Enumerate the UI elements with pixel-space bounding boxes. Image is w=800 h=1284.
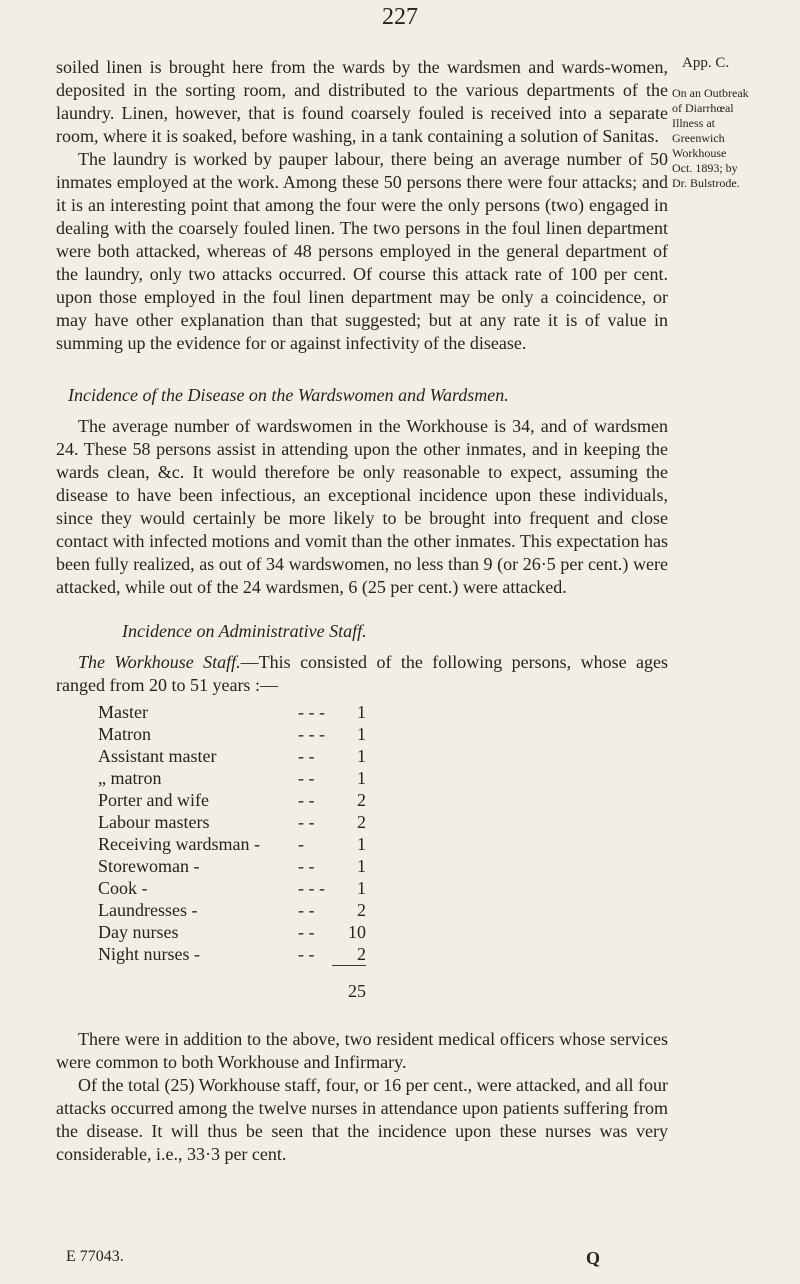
leader-dashes: - - - (298, 724, 325, 744)
staff-role: Labour masters (98, 812, 210, 832)
section-heading-wardswomen: Incidence of the Disease on the Wardswomen and Wardsmen. (68, 385, 509, 405)
table-row (98, 789, 366, 811)
staff-count: 1 (357, 856, 366, 876)
staff-role: Night nurses - (98, 944, 200, 965)
margin-note (672, 54, 792, 191)
leader-dashes: - - - (298, 878, 325, 898)
staff-count: 1 (357, 834, 366, 854)
leader-dashes: - - (298, 790, 315, 810)
staff-total: 25 (332, 966, 366, 1003)
leader-dashes: - - (298, 944, 315, 965)
leader-dashes: - - - (298, 702, 325, 722)
table-row (98, 767, 366, 789)
paragraph-wardswomen: The average number of wardswomen in the Workhouse is 34, and of wardsmen 24. These 58 persons assist in attending upon the other inmates, and in keeping the wards clean, &c. It would therefore be only reasonable to expect, assuming the disease to have been infectious, an exceptional incidence upon these individuals, since they would certainly be more likely to be brought into frequent and close contact with infected motions and vomit than the other inmates. This expectation has been fully realized, as out of 34 wardswomen, no less than 9 (or 26·5 per cent.) were attacked, while out of the 24 wardsmen, 6 (25 per cent.) were attacked. (56, 416, 668, 597)
margin-note-line: Illness at (672, 116, 715, 130)
table-row (98, 899, 366, 921)
margin-note-line: Dr. Bulstrode. (672, 176, 740, 190)
table-row (98, 811, 366, 833)
main-text (56, 56, 668, 1166)
staff-role: Cook - (98, 878, 148, 898)
leader-dashes: - - (298, 812, 315, 832)
staff-count: 10 (348, 922, 366, 942)
staff-role: Laundresses - (98, 900, 198, 920)
appendix-reference: App. C. (682, 55, 730, 71)
section-heading-staff: Incidence on Administrative Staff. (122, 621, 367, 641)
staff-count: 2 (357, 812, 366, 832)
table-row (98, 833, 366, 855)
margin-note-line: Workhouse (672, 146, 727, 160)
paragraph-laundry-labour: The laundry is worked by pauper labour, there being an average number of 50 inmates employed at the work. Among these 50 persons there were four attacks; and it is an interesting point that among the four were the only persons (two) engaged in dealing with the coarsely fouled linen. The two persons in the foul linen department were both attacked, whereas of 48 persons employed in the general department of the laundry, only two attacks occurred. Of course this attack rate of 100 per cent. upon those employed in the foul linen department may be only a coincidence, or may have other explanation than that suggested; but at any rate it is of value in summing up the evidence for or against infectivity of the disease. (56, 149, 668, 353)
table-row (98, 943, 366, 966)
staff-role: Matron (98, 724, 151, 744)
staff-count: 1 (357, 746, 366, 766)
staff-role: Assistant master (98, 746, 217, 766)
margin-note-line: On an Outbreak (672, 86, 749, 100)
print-code: E 77043. (66, 1248, 124, 1265)
staff-count: 1 (357, 768, 366, 788)
paragraph-nurse-incidence: Of the total (25) Workhouse staff, four, or 16 per cent., were attacked, and all four attacks occurred among the twelve nurses in attendance upon patients suffering from the disease. It will thus be seen that the incidence upon these nurses was very considerable, i.e., 33·3 per cent. (56, 1075, 668, 1164)
staff-role: Porter and wife (98, 790, 209, 810)
paragraph-lead: The Workhouse Staff. (78, 652, 241, 672)
staff-table (98, 701, 366, 1002)
table-row (98, 877, 366, 899)
staff-role: „ matron (98, 768, 162, 788)
staff-role: Day nurses (98, 922, 179, 942)
leader-dashes: - - (298, 856, 315, 876)
staff-count: 2 (357, 790, 366, 810)
table-total-row (98, 966, 366, 1003)
signature-mark: Q (586, 1248, 601, 1268)
paragraph-laundry-intro: soiled linen is brought here from the wards by the wardsmen and wards-women, deposited in the sorting room, and distributed to the various departments of the laundry. Linen, however, that is found coarsely fouled is received into a separate room, where it is soaked, before washing, in a tank containing a solution of Sanitas. (56, 57, 668, 146)
staff-role: Receiving wardsman - (98, 834, 260, 854)
staff-role: Storewoman - (98, 856, 200, 876)
table-row (98, 921, 366, 943)
page-number: 227 (382, 4, 418, 30)
margin-note-line: Oct. 1893; by (672, 161, 738, 175)
staff-count: 1 (357, 724, 366, 744)
leader-dashes: - - (298, 900, 315, 920)
table-row (98, 745, 366, 767)
margin-note-line: Greenwich (672, 131, 725, 145)
staff-count: 2 (357, 900, 366, 920)
staff-count: 2 (357, 944, 366, 964)
paragraph-body: —This consisted of the following persons, whose ages ranged from 20 to 51 years :— (56, 652, 668, 695)
table-row (98, 701, 366, 723)
leader-dashes: - - (298, 768, 315, 788)
leader-dashes: - - (298, 922, 315, 942)
paragraph-staff-intro (56, 651, 668, 697)
staff-count: 1 (357, 878, 366, 898)
table-row (98, 723, 366, 745)
staff-role: Master (98, 702, 148, 722)
table-row (98, 855, 366, 877)
paragraph-medical-officers: There were in addition to the above, two resident medical officers whose services were common to both Workhouse and Infirmary. (56, 1029, 668, 1072)
staff-count: 1 (357, 702, 366, 722)
margin-note-line: of Diarrhœal (672, 101, 734, 115)
leader-dashes: - (298, 834, 304, 854)
leader-dashes: - - (298, 746, 315, 766)
